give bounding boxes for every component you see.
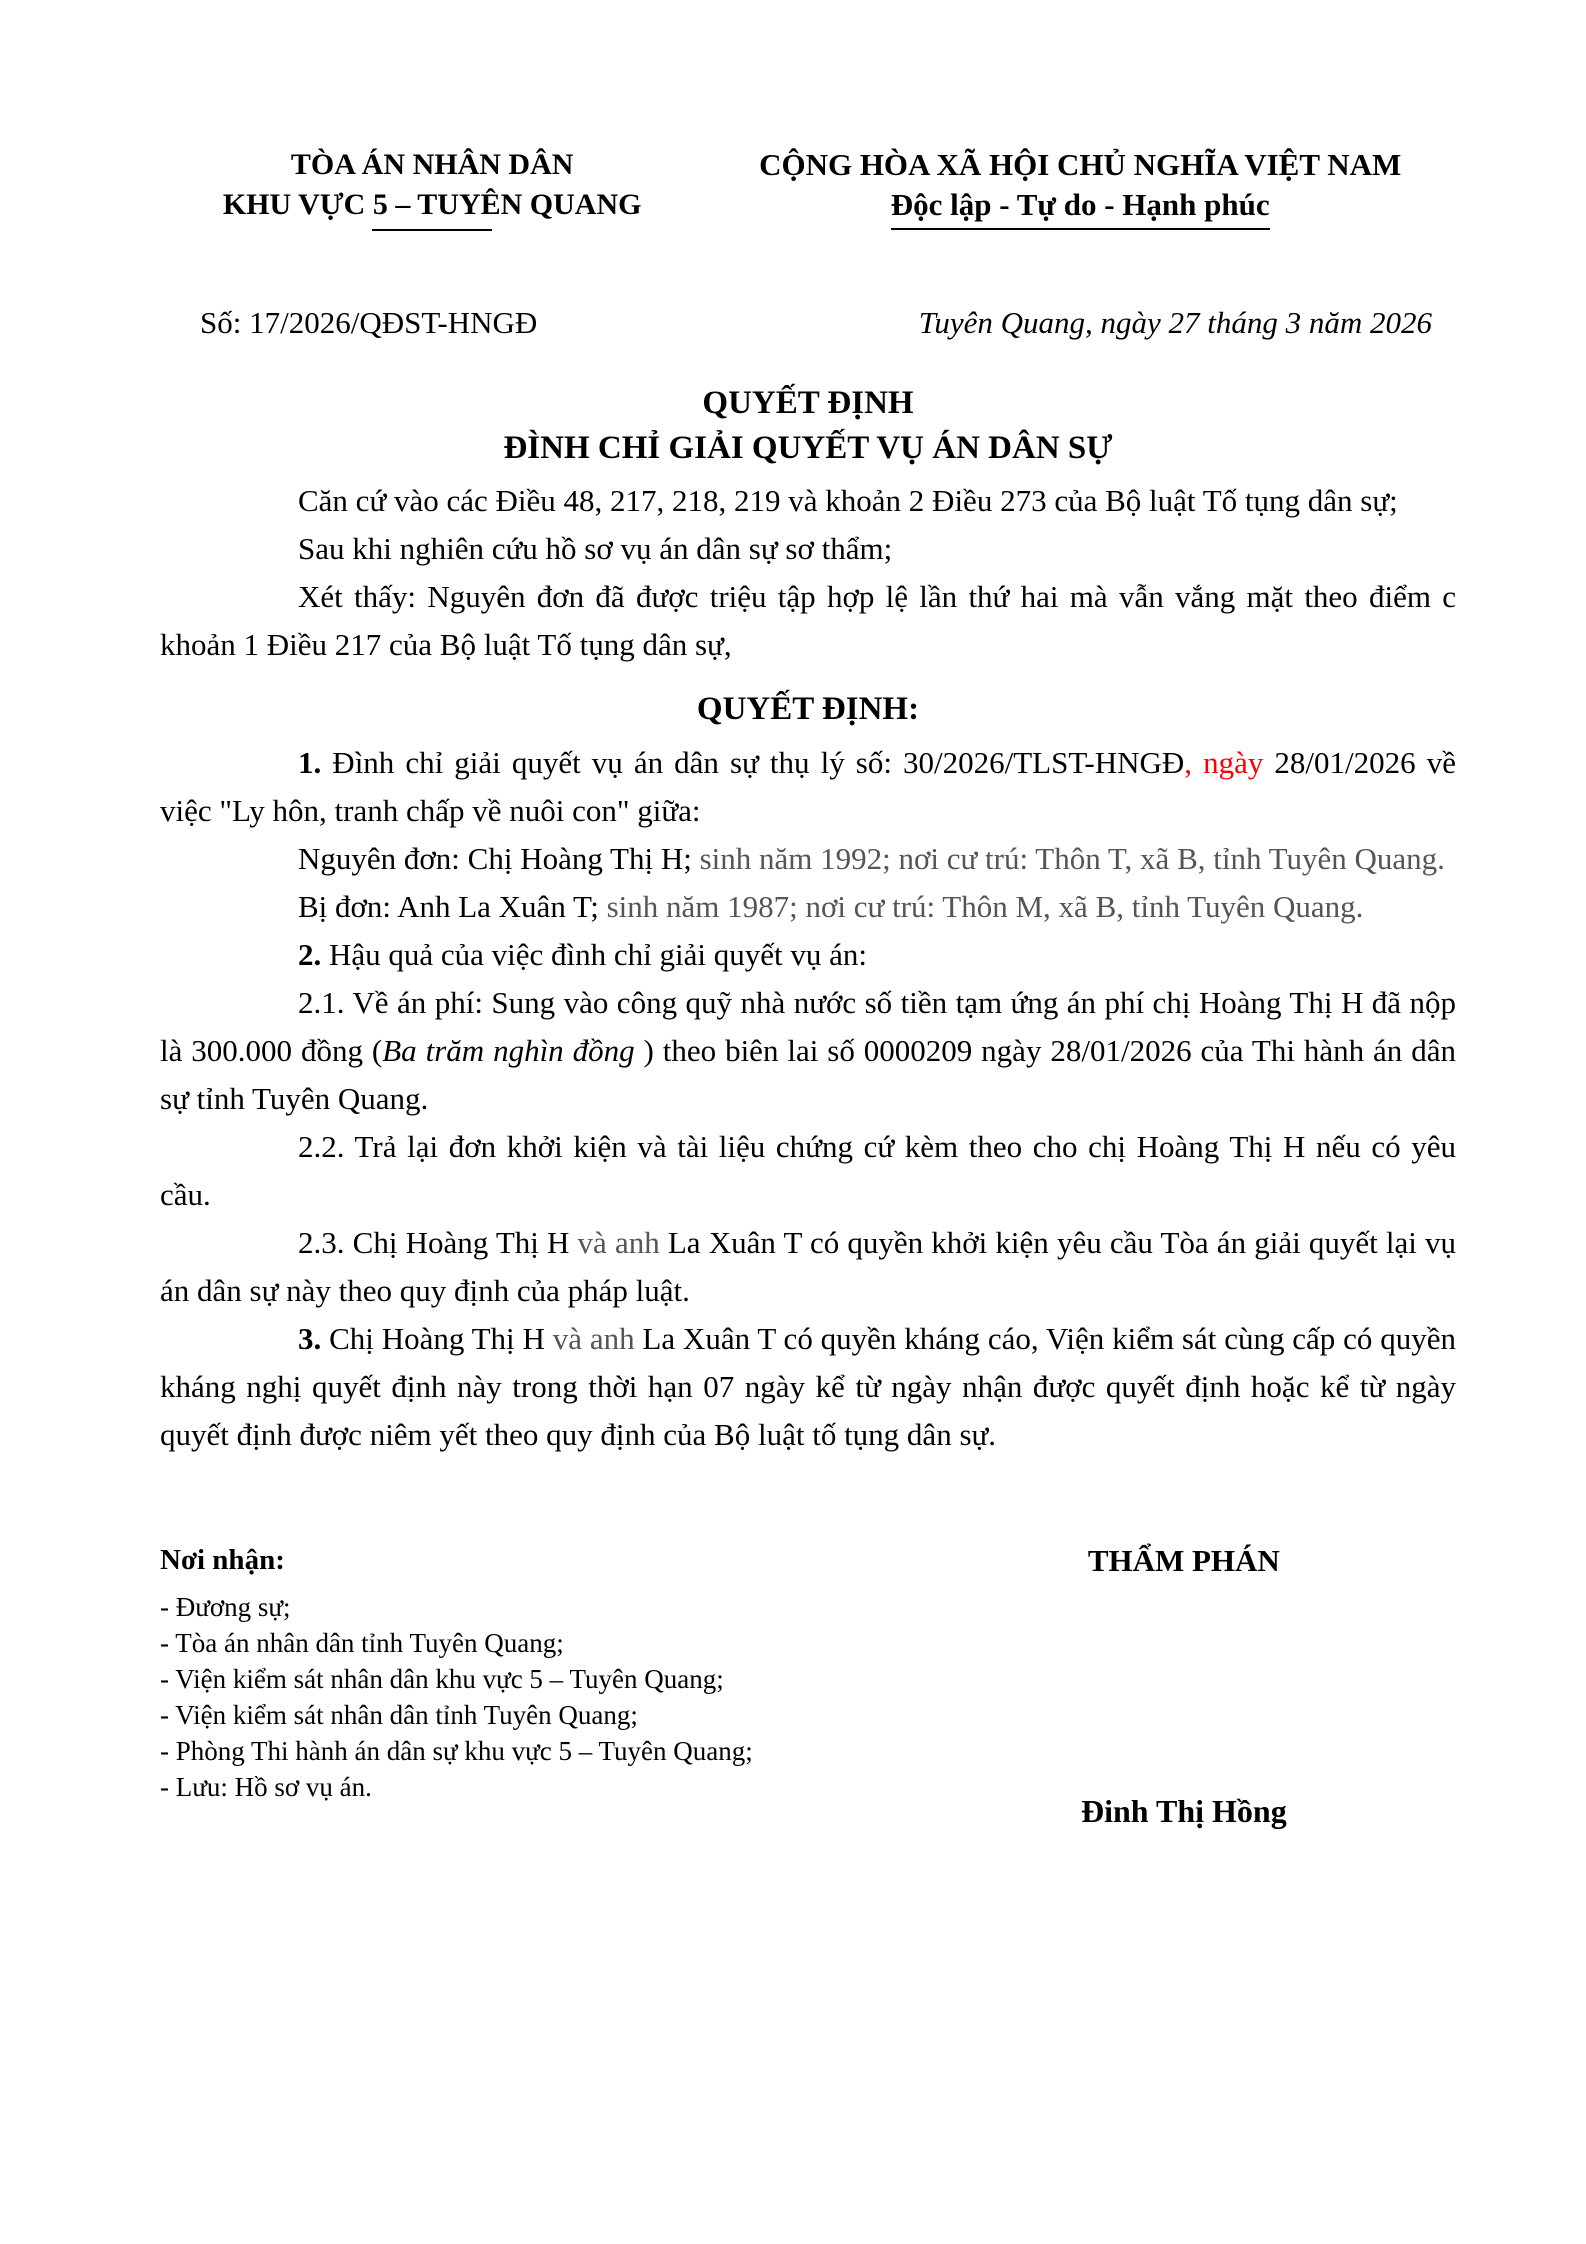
judge-name: Đinh Thị Hồng [1080, 1793, 1287, 1829]
item-2-number: 2. [298, 937, 322, 972]
decision-item-1 [160, 739, 1456, 835]
item-3-gray-text: và anh [544, 1321, 643, 1356]
meta-row [160, 303, 1456, 343]
plaintiff-label: Nguyên đơn: Chị Hoàng Thị H; [298, 841, 692, 876]
recipients-label: Nơi nhận: [160, 1544, 285, 1576]
preamble-review: Sau khi nghiên cứu hồ sơ vụ án dân sự sơ thẩm; [298, 531, 893, 566]
decision-item-2 [160, 931, 1456, 979]
decision-heading: QUYẾT ĐỊNH: [696, 691, 920, 727]
item-3-number: 3. [298, 1321, 322, 1356]
issuing-court-block [160, 145, 704, 231]
recipient-item: - Đương sự; [160, 1592, 291, 1622]
court-name-line2: KHU VỰC 5 – TUYÊN QUANG [222, 188, 642, 221]
preamble-legal-basis: Căn cứ vào các Điều 48, 217, 218, 219 và khoản 2 Điều 273 của Bộ luật Tố tụng dân sự; [298, 483, 1398, 518]
decision-item-3 [160, 1315, 1456, 1459]
recipient-item: - Tòa án nhân dân tỉnh Tuyên Quang; [160, 1628, 564, 1658]
plaintiff-details: sinh năm 1992; nơi cư trú: Thôn T, xã B, tỉnh Tuyên Quang. [691, 841, 1445, 876]
item-2-1-text-end: ) theo biên lai số 0000209 ngày 28/01/2026 của Thi hành án dân sự tỉnh Tuyên Quang. [160, 1033, 1456, 1116]
recipient-item: - Viện kiểm sát nhân dân khu vực 5 – Tuyên Quang; [160, 1664, 724, 1694]
document-title [160, 381, 1456, 471]
item-2-text: Hậu quả của việc đình chỉ giải quyết vụ án: [321, 937, 868, 972]
item-2-3-text: 2.3. Chị Hoàng Thị H [298, 1225, 570, 1260]
defendant-details: sinh năm 1987; nơi cư trú: Thôn M, xã B, tỉnh Tuyên Quang. [598, 889, 1364, 924]
court-name-line1: TÒA ÁN NHÂN DÂN [290, 148, 574, 181]
item-1-number: 1. [298, 745, 322, 780]
item-1-text: Đình chỉ giải quyết vụ án dân sự thụ lý số: 30/2026/TLST-HNGĐ [321, 745, 1185, 780]
document-header [160, 145, 1456, 231]
decision-item-2-3 [160, 1219, 1456, 1315]
item-2-3-text-end: La Xuân T có quyền khởi kiện yêu cầu Tòa án giải quyết lại vụ án dân sự này theo quy định của pháp luật. [160, 1225, 1456, 1308]
title-line1: QUYẾT ĐỊNH [702, 385, 914, 421]
decision-item-2-1 [160, 979, 1456, 1123]
signature-block [912, 1541, 1456, 1830]
item-3-text: Chị Hoàng Thị H [321, 1321, 545, 1356]
decision-item-2-2: 2.2. Trả lại đơn khởi kiện và tài liệu chứng cứ kèm theo cho chị Hoàng Thị H nếu có yêu cầu. [160, 1129, 1456, 1212]
national-motto: Độc lập - Tự do - Hạnh phúc [891, 185, 1270, 230]
item-1-text-after: 28/01/2026 về việc "Ly hôn, tranh chấp về nuôi con" giữa: [160, 745, 1456, 828]
recipients-block [160, 1541, 912, 1830]
preamble-finding: Xét thấy: Nguyên đơn đã được triệu tập hợp lệ lần thứ hai mà vẫn vắng mặt theo điểm c khoản 1 Điều 217 của Bộ luật Tố tụng dân sự, [160, 579, 1456, 662]
national-title: CỘNG HÒA XÃ HỘI CHỦ NGHĨA VIỆT NAM [759, 147, 1402, 182]
document-body [160, 477, 1456, 1459]
document-footer [160, 1541, 1456, 1830]
item-1-red-text: , ngày [1184, 745, 1264, 780]
plaintiff-line [160, 835, 1456, 883]
item-2-1-amount-words: Ba trăm nghìn đồng [382, 1033, 635, 1068]
defendant-line [160, 883, 1456, 931]
document-number: Số: 17/2026/QĐST-HNGĐ [200, 305, 538, 340]
national-header-block [704, 145, 1456, 230]
recipient-item: - Viện kiểm sát nhân dân tỉnh Tuyên Quang; [160, 1700, 638, 1730]
item-3-text-end: La Xuân T có quyền kháng cáo, Viện kiểm sát cùng cấp có quyền kháng nghị quyết định này trong thời hạn 07 ngày kể từ ngày nhận được quyết định hoặc kể từ ngày quyết định được niêm yết theo quy định của Bộ luật tố tụng dân sự. [160, 1321, 1456, 1452]
judge-title: THẨM PHÁN [1087, 1543, 1280, 1578]
item-2-1-text: 2.1. Về án phí: Sung vào công quỹ nhà nước số tiền tạm ứng án phí chị Hoàng Thị H đã nộp là 300.000 đồng ( [160, 985, 1456, 1068]
recipient-item: - Lưu: Hồ sơ vụ án. [160, 1772, 372, 1802]
court-name-underline [372, 229, 492, 231]
recipient-item: - Phòng Thi hành án dân sự khu vực 5 – Tuyên Quang; [160, 1736, 753, 1766]
place-and-date: Tuyên Quang, ngày 27 tháng 3 năm 2026 [918, 305, 1432, 340]
title-line2: ĐÌNH CHỈ GIẢI QUYẾT VỤ ÁN DÂN SỰ [503, 430, 1113, 466]
item-2-3-gray-text: và anh [569, 1225, 668, 1260]
defendant-label: Bị đơn: Anh La Xuân T; [298, 889, 599, 924]
